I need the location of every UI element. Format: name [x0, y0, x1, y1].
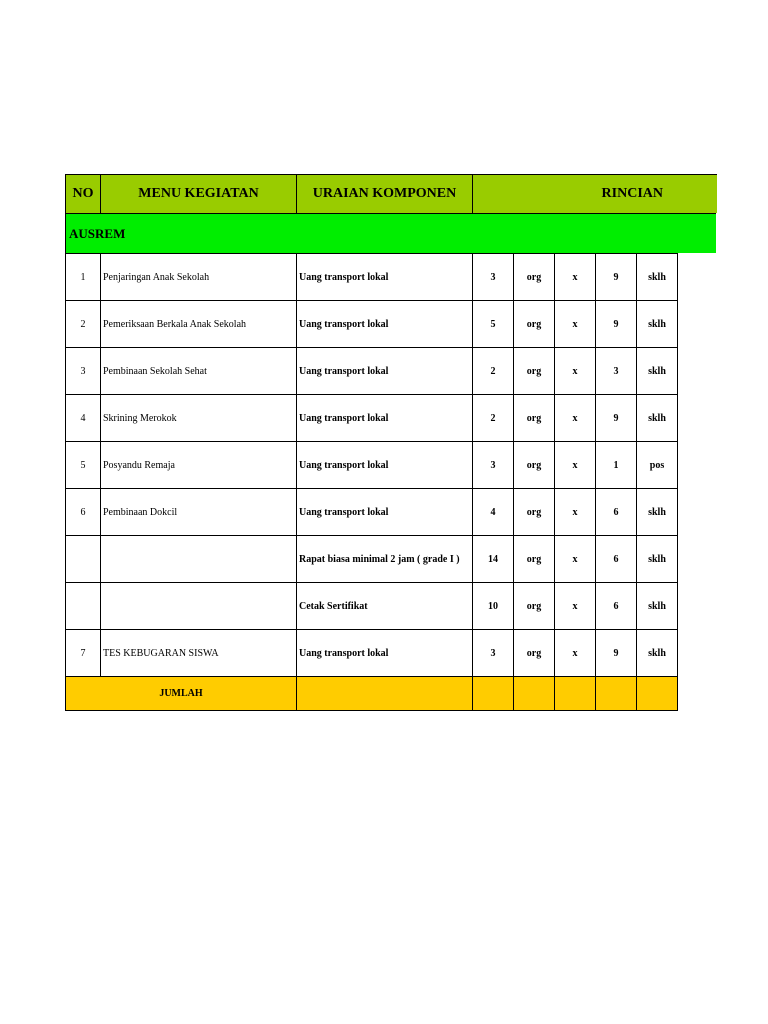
cell-unit2[interactable]: sklh: [637, 536, 678, 583]
cell-operator[interactable]: x: [555, 583, 596, 630]
cell-unit2[interactable]: sklh: [637, 395, 678, 442]
cell-menu[interactable]: Pemeriksaan Berkala Anak Sekolah: [101, 301, 297, 348]
cell-multiplier[interactable]: 6: [596, 536, 637, 583]
total-unit1-cell[interactable]: [514, 677, 555, 711]
table-row: [66, 301, 678, 348]
table-row: [66, 630, 678, 677]
cell-multiplier[interactable]: 3: [596, 348, 637, 395]
cell-multiplier[interactable]: 9: [596, 630, 637, 677]
cell-unit2[interactable]: sklh: [637, 254, 678, 301]
cell-no[interactable]: 7: [66, 630, 101, 677]
cell-uraian[interactable]: Uang transport lokal: [297, 254, 473, 301]
cell-unit1[interactable]: org: [514, 348, 555, 395]
cell-menu[interactable]: TES KEBUGARAN SISWA: [101, 630, 297, 677]
cell-qty[interactable]: 3: [473, 442, 514, 489]
cell-qty[interactable]: 4: [473, 489, 514, 536]
cell-unit2[interactable]: pos: [637, 442, 678, 489]
cell-menu[interactable]: Posyandu Remaja: [101, 442, 297, 489]
cell-menu[interactable]: Pembinaan Dokcil: [101, 489, 297, 536]
cell-operator[interactable]: x: [555, 536, 596, 583]
header-menu-kegiatan[interactable]: MENU KEGIATAN: [101, 175, 297, 213]
cell-multiplier[interactable]: 9: [596, 254, 637, 301]
table-row: [66, 348, 678, 395]
cell-uraian[interactable]: Uang transport lokal: [297, 442, 473, 489]
cell-unit2[interactable]: sklh: [637, 301, 678, 348]
cell-multiplier[interactable]: 1: [596, 442, 637, 489]
table-row: [66, 395, 678, 442]
cell-uraian[interactable]: Uang transport lokal: [297, 630, 473, 677]
cell-uraian[interactable]: Cetak Sertifikat: [297, 583, 473, 630]
cell-unit1[interactable]: org: [514, 536, 555, 583]
cell-unit2[interactable]: sklh: [637, 583, 678, 630]
cell-qty[interactable]: 2: [473, 395, 514, 442]
cell-menu[interactable]: Penjaringan Anak Sekolah: [101, 254, 297, 301]
header-rincian[interactable]: RINCIAN: [601, 186, 663, 201]
cell-operator[interactable]: x: [555, 630, 596, 677]
cell-multiplier[interactable]: 9: [596, 395, 637, 442]
cell-operator[interactable]: x: [555, 348, 596, 395]
total-unit2-cell[interactable]: [637, 677, 678, 711]
cell-menu[interactable]: Skrining Merokok: [101, 395, 297, 442]
table-row: [66, 442, 678, 489]
cell-no[interactable]: 4: [66, 395, 101, 442]
cell-no[interactable]: 5: [66, 442, 101, 489]
cell-unit1[interactable]: org: [514, 583, 555, 630]
table-row: [66, 489, 678, 536]
table-row: [66, 583, 678, 630]
cell-no[interactable]: 3: [66, 348, 101, 395]
cell-unit2[interactable]: sklh: [637, 489, 678, 536]
cell-unit1[interactable]: org: [514, 395, 555, 442]
total-qty-cell[interactable]: [473, 677, 514, 711]
cell-multiplier[interactable]: 9: [596, 301, 637, 348]
cell-unit2[interactable]: sklh: [637, 630, 678, 677]
cell-qty[interactable]: 5: [473, 301, 514, 348]
cell-qty[interactable]: 2: [473, 348, 514, 395]
cell-uraian[interactable]: Uang transport lokal: [297, 301, 473, 348]
total-multiplier-cell[interactable]: [596, 677, 637, 711]
cell-no[interactable]: 1: [66, 254, 101, 301]
cell-uraian[interactable]: Uang transport lokal: [297, 348, 473, 395]
cell-operator[interactable]: x: [555, 254, 596, 301]
cell-unit1[interactable]: org: [514, 301, 555, 348]
total-row: [66, 677, 678, 711]
header-no[interactable]: NO: [66, 175, 101, 213]
cell-multiplier[interactable]: 6: [596, 583, 637, 630]
cell-operator[interactable]: x: [555, 395, 596, 442]
cell-no[interactable]: 2: [66, 301, 101, 348]
table-row: [66, 536, 678, 583]
data-table: [65, 253, 678, 711]
cell-uraian[interactable]: Rapat biasa minimal 2 jam ( grade I ): [297, 536, 473, 583]
cell-no[interactable]: [66, 536, 101, 583]
header-uraian-komponen[interactable]: URAIAN KOMPONEN: [297, 175, 473, 213]
cell-unit1[interactable]: org: [514, 254, 555, 301]
cell-operator[interactable]: x: [555, 301, 596, 348]
cell-menu[interactable]: Pembinaan Sekolah Sehat: [101, 348, 297, 395]
cell-menu[interactable]: [101, 583, 297, 630]
cell-multiplier[interactable]: 6: [596, 489, 637, 536]
cell-qty[interactable]: 3: [473, 630, 514, 677]
cell-uraian[interactable]: Uang transport lokal: [297, 489, 473, 536]
cell-menu[interactable]: [101, 536, 297, 583]
cell-operator[interactable]: x: [555, 442, 596, 489]
table-body: [66, 254, 678, 711]
table-row: [66, 254, 678, 301]
cell-uraian[interactable]: Uang transport lokal: [297, 395, 473, 442]
cell-no[interactable]: 6: [66, 489, 101, 536]
total-label[interactable]: JUMLAH: [66, 677, 297, 711]
section-title[interactable]: AUSREM: [65, 213, 716, 253]
header-row: [65, 174, 717, 213]
cell-qty[interactable]: 3: [473, 254, 514, 301]
cell-unit1[interactable]: org: [514, 442, 555, 489]
cell-qty[interactable]: 14: [473, 536, 514, 583]
cell-operator[interactable]: x: [555, 489, 596, 536]
cell-unit1[interactable]: org: [514, 630, 555, 677]
cell-qty[interactable]: 10: [473, 583, 514, 630]
total-uraian-cell[interactable]: [297, 677, 473, 711]
cell-no[interactable]: [66, 583, 101, 630]
spreadsheet: [65, 174, 717, 711]
total-operator-cell[interactable]: [555, 677, 596, 711]
cell-unit1[interactable]: org: [514, 489, 555, 536]
cell-unit2[interactable]: sklh: [637, 348, 678, 395]
